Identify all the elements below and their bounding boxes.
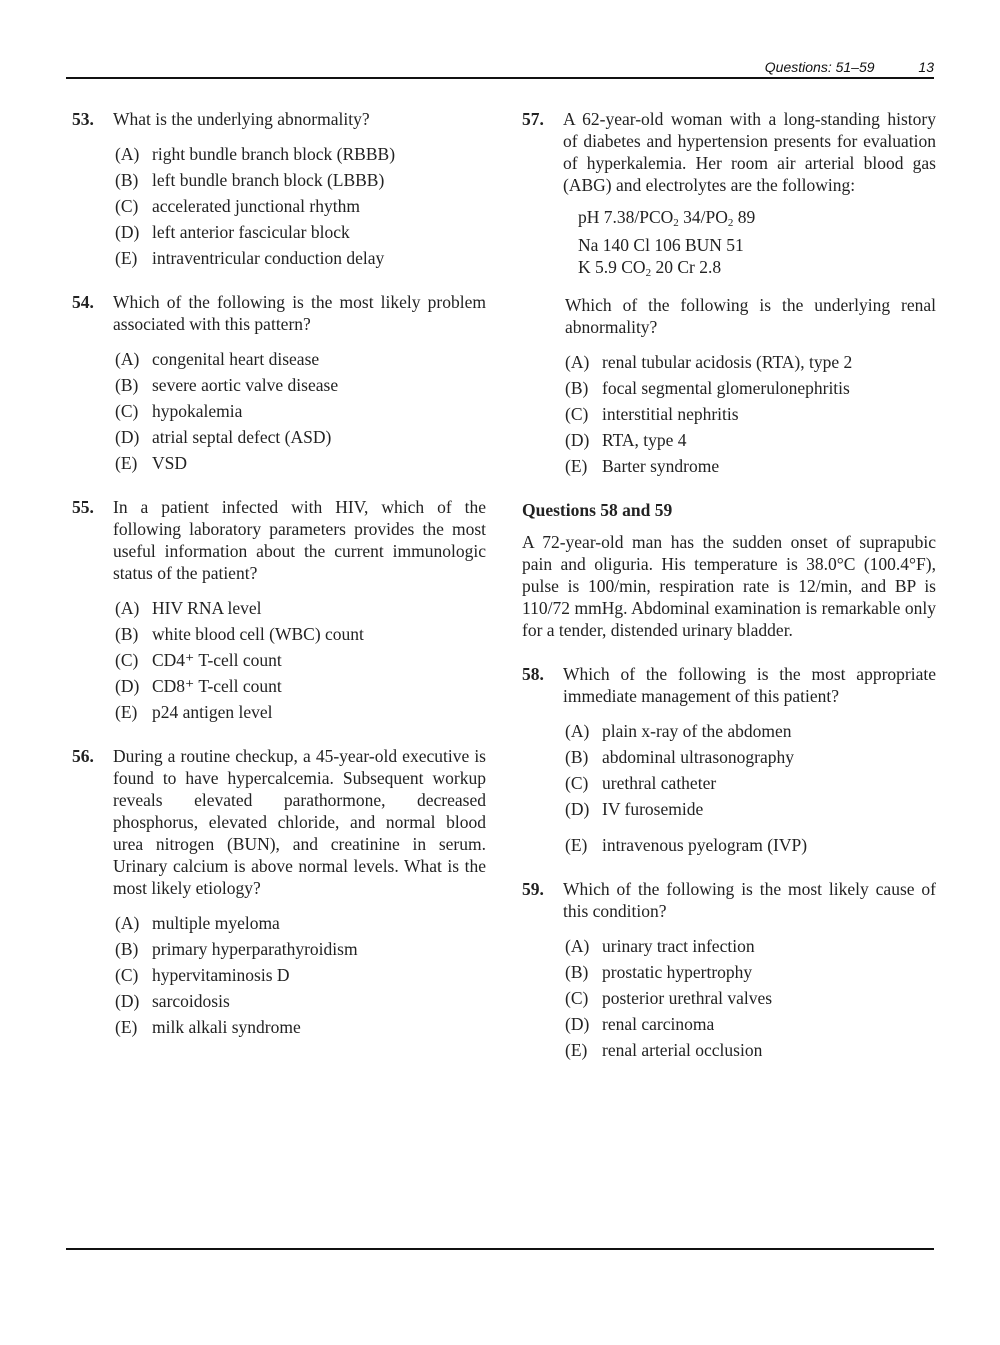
answer-option: [115, 372, 486, 398]
answer-option: [115, 621, 486, 647]
answer-option: [565, 1037, 936, 1063]
option-text: accelerated junctional rhythm: [152, 196, 360, 216]
question-stem: Which of the following is the most likely cause of this condition?: [563, 879, 936, 921]
answer-option: [115, 450, 486, 476]
option-letter: (D): [565, 799, 590, 819]
answer-option: [115, 699, 486, 725]
answer-option: [565, 744, 936, 770]
question-number: 54.: [72, 292, 94, 312]
option-text: abdominal ultrasonography: [602, 747, 794, 767]
option-letter: (C): [115, 965, 139, 985]
answer-options: [115, 141, 486, 271]
answer-option: [115, 141, 486, 167]
answer-option: [115, 988, 486, 1014]
question-stem: What is the underlying abnormality?: [113, 109, 370, 129]
left-column: [72, 108, 486, 1060]
answer-option: [115, 962, 486, 988]
answer-option: [565, 985, 936, 1011]
option-text: HIV RNA level: [152, 598, 262, 618]
option-letter: (A): [565, 936, 590, 956]
question-number: 55.: [72, 497, 94, 517]
option-letter: (B): [565, 962, 589, 982]
option-text: RTA, type 4: [602, 430, 687, 450]
option-letter: (D): [565, 1014, 590, 1034]
question-stem: Which of the following is the most appropriate immediate management of this patient?: [563, 664, 936, 706]
answer-option: [115, 424, 486, 450]
option-text: CD8⁺ T-cell count: [152, 676, 282, 696]
option-letter: (B): [115, 624, 139, 644]
option-text: p24 antigen level: [152, 702, 273, 722]
answer-option: [115, 595, 486, 621]
question-stem: In a patient infected with HIV, which of the following laboratory parameters provides the most useful information about the current immunologic status of the patient?: [113, 497, 486, 583]
option-text: hypokalemia: [152, 401, 243, 421]
page-number: 13: [918, 59, 934, 75]
option-text: CD4⁺ T-cell count: [152, 650, 282, 670]
answer-option: [565, 796, 936, 822]
option-letter: (C): [115, 650, 139, 670]
option-text: renal tubular acidosis (RTA), type 2: [602, 352, 853, 372]
answer-option: [565, 349, 936, 375]
option-letter: (E): [115, 702, 138, 722]
answer-option: [115, 936, 486, 962]
option-text: atrial septal defect (ASD): [152, 427, 332, 447]
option-text: renal arterial occlusion: [602, 1040, 763, 1060]
answer-option: [115, 346, 486, 372]
answer-option: [115, 1014, 486, 1040]
option-letter: (C): [115, 196, 139, 216]
answer-option: [565, 427, 936, 453]
option-text: multiple myeloma: [152, 913, 280, 933]
answer-option: [115, 167, 486, 193]
question-54: [72, 291, 486, 476]
option-text: renal carcinoma: [602, 1014, 715, 1034]
option-text: interstitial nephritis: [602, 404, 739, 424]
answer-options: [115, 910, 486, 1040]
answer-option: [565, 401, 936, 427]
question-56: [72, 745, 486, 1040]
answer-options: [115, 595, 486, 725]
lab-values: [578, 206, 936, 284]
question-number: 58.: [522, 664, 544, 684]
option-letter: (D): [115, 676, 140, 696]
option-letter: (A): [565, 352, 590, 372]
option-letter: (B): [115, 375, 139, 395]
option-text: left anterior fascicular block: [152, 222, 350, 242]
running-head-title: Questions: 51–59: [764, 59, 875, 75]
option-text: focal segmental glomerulonephritis: [602, 378, 850, 398]
option-letter: (C): [565, 773, 589, 793]
question-number: 56.: [72, 746, 94, 766]
option-text: congenital heart disease: [152, 349, 320, 369]
option-letter: (A): [115, 349, 140, 369]
option-letter: (E): [115, 453, 138, 473]
header-rule: [66, 77, 934, 79]
question-number: 57.: [522, 109, 544, 129]
lab-line-electrolytes: Na 140 Cl 106 BUN 51: [578, 235, 744, 255]
option-letter: (B): [565, 747, 589, 767]
option-text: white blood cell (WBC) count: [152, 624, 364, 644]
answer-options: [115, 346, 486, 476]
option-text: left bundle branch block (LBBB): [152, 170, 385, 190]
option-letter: (C): [565, 988, 589, 1008]
option-letter: (A): [115, 913, 140, 933]
option-letter: (C): [565, 404, 589, 424]
option-text: urethral catheter: [602, 773, 717, 793]
option-text: Barter syndrome: [602, 456, 720, 476]
lab-line-abg: pH $7.38/PCO_2$ $34/PO_2$ 89: [578, 207, 756, 229]
question-55: [72, 496, 486, 725]
option-letter: (D): [115, 991, 140, 1011]
option-text: plain x-ray of the abdomen: [602, 721, 792, 741]
question-57: [522, 108, 936, 479]
option-letter: (D): [115, 222, 140, 242]
answer-options: [565, 718, 936, 858]
answer-option: [115, 193, 486, 219]
question-59: [522, 878, 936, 1063]
option-letter: (C): [115, 401, 139, 421]
question-prompt: Which of the following is the underlying renal abnormality?: [565, 295, 936, 337]
option-text: VSD: [152, 453, 188, 473]
option-letter: (B): [115, 939, 139, 959]
section-heading: Questions 58 and 59: [522, 500, 673, 520]
option-letter: (A): [565, 721, 590, 741]
option-text: hypervitaminosis D: [152, 965, 290, 985]
option-letter: (D): [115, 427, 140, 447]
option-letter: (B): [115, 170, 139, 190]
answer-option: [565, 375, 936, 401]
question-number: 59.: [522, 879, 544, 899]
answer-option: [565, 718, 936, 744]
option-text: sarcoidosis: [152, 991, 230, 1011]
option-text: prostatic hypertrophy: [602, 962, 753, 982]
option-text: intravenous pyelogram (IVP): [602, 835, 808, 855]
option-letter: (A): [115, 144, 140, 164]
option-letter: (E): [115, 1017, 138, 1037]
question-stem: During a routine checkup, a 45-year-old executive is found to have hypercalcemia. Subsequent workup reveals elevated parathormone, decreased phosphorus, elevated chloride, and normal blood urea nitrogen (BUN), and creatinine in serum. Urinary calcium is above normal levels. What is the most likely etiology?: [113, 746, 486, 898]
question-53: [72, 108, 486, 271]
option-letter: (E): [115, 248, 138, 268]
option-text: severe aortic valve disease: [152, 375, 339, 395]
answer-option: [115, 647, 486, 673]
answer-option: [115, 245, 486, 271]
question-stem: A 62-year-old woman with a long-standing history of diabetes and hypertension presents for evaluation of hyperkalemia. Her room air arterial blood gas (ABG) and electrolytes are the following:: [563, 109, 936, 195]
footer-rule: [66, 1248, 934, 1250]
answer-options: [565, 349, 936, 479]
running-head: [765, 59, 934, 75]
answer-option: [115, 219, 486, 245]
option-text: IV furosemide: [602, 799, 704, 819]
option-letter: (E): [565, 1040, 588, 1060]
answer-option: [565, 959, 936, 985]
option-text: urinary tract infection: [602, 936, 755, 956]
option-text: posterior urethral valves: [602, 988, 773, 1008]
option-letter: (E): [565, 835, 588, 855]
answer-option: [565, 453, 936, 479]
answer-option: [115, 398, 486, 424]
answer-option: [115, 910, 486, 936]
question-58: [522, 663, 936, 858]
question-number: 53.: [72, 109, 94, 129]
lab-line-potassium: K 5.9 $CO_2$ 20 Cr 2.8: [578, 257, 722, 279]
option-letter: (D): [565, 430, 590, 450]
option-text: milk alkali syndrome: [152, 1017, 301, 1037]
option-text: primary hyperparathyroidism: [152, 939, 358, 959]
option-text: right bundle branch block (RBBB): [152, 144, 396, 164]
right-column: [522, 108, 936, 1083]
answer-option: [565, 933, 936, 959]
option-letter: (A): [115, 598, 140, 618]
answer-options: [565, 933, 936, 1063]
answer-option: [565, 832, 936, 858]
answer-option: [565, 770, 936, 796]
option-letter: (E): [565, 456, 588, 476]
question-stem: Which of the following is the most likely problem associated with this pattern?: [113, 292, 486, 334]
case-description: A 72-year-old man has the sudden onset of suprapubic pain and oliguria. His temperature is 38.0°C (100.4°F), pulse is 100/min, respiration rate is 12/min, and BP is 110/72 mmHg. Abdominal examination is remarkable only for a tender, distended urinary bladder.: [522, 532, 936, 640]
answer-option: [115, 673, 486, 699]
answer-option: [565, 1011, 936, 1037]
option-text: intraventricular conduction delay: [152, 248, 385, 268]
option-letter: (B): [565, 378, 589, 398]
